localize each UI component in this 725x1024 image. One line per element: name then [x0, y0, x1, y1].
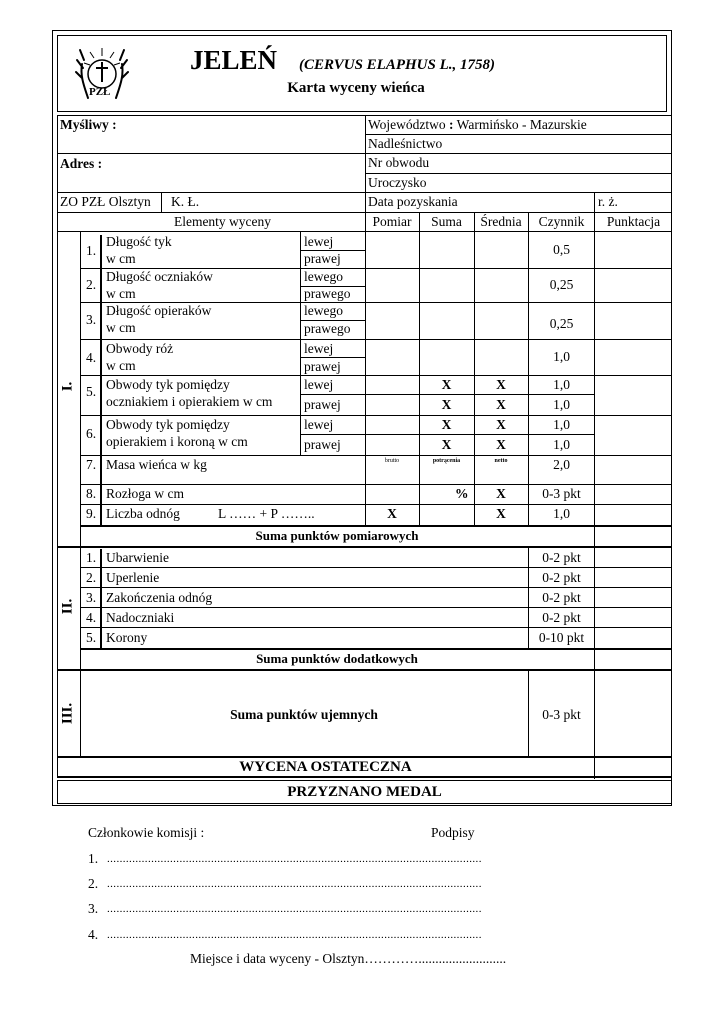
- row-1-label-1: Długość tyk: [106, 234, 172, 249]
- row-6-avg-x-2: X: [496, 437, 506, 452]
- row-3-no: 3.: [86, 312, 97, 327]
- logo-text: PZŁ: [89, 86, 111, 98]
- row-6-side-2: prawej: [304, 437, 341, 452]
- row-6-label-2: opierakiem i koroną w cm: [106, 434, 248, 449]
- s2-row-1-no: 1.: [86, 550, 97, 565]
- row-4-side-1: lewej: [304, 341, 334, 356]
- s2-row-1-label: Ubarwienie: [106, 550, 169, 565]
- voivodeship-label: Województwo : Warmińsko - Mazurskie: [368, 117, 587, 132]
- col-score: Punktacja: [606, 214, 661, 229]
- row-4-side-2: prawej: [304, 359, 341, 374]
- latin-name: (CERVUS ELAPHUS L., 1758): [299, 57, 496, 73]
- rz-label: r. ż.: [598, 194, 618, 209]
- row-5-factor-1: 1,0: [553, 377, 570, 392]
- sum-additional-label: Suma punktów dodatkowych: [256, 651, 418, 666]
- sig-4-dots[interactable]: .......................................................................................................................: [107, 929, 482, 941]
- row-2-label-1: Długość oczniaków: [106, 269, 213, 284]
- row-6-factor-2: 1,0: [553, 437, 570, 452]
- row-3-side-1: lewego: [304, 303, 343, 318]
- tines-avg-x: X: [496, 506, 506, 521]
- row-6-avg-x-1: X: [496, 417, 506, 432]
- row-5-avg-x-2: X: [496, 397, 506, 412]
- header-box: [57, 35, 667, 112]
- row-9-label: Liczba odnóg: [106, 506, 180, 521]
- row-6-sum-x-1: X: [441, 417, 452, 432]
- row-5-label-1: Obwody tyk pomiędzy: [106, 377, 230, 392]
- row-5-side-1: lewej: [304, 377, 334, 392]
- row-5-sum-x-1: X: [441, 377, 452, 392]
- row-1-no: 1.: [86, 243, 97, 258]
- row-7-no: 7.: [86, 457, 97, 472]
- sig-3-no: 3.: [88, 901, 99, 916]
- sig-1-no: 1.: [88, 851, 99, 866]
- signatures-label: Podpisy: [431, 825, 475, 840]
- row-5-label-2: oczniakiem i opierakiem w cm: [106, 394, 273, 409]
- row-2-factor: 0,25: [549, 277, 574, 292]
- row-7-label: Masa wieńca w kg: [106, 457, 207, 472]
- row-5-side-2: prawej: [304, 397, 341, 412]
- row-2-side-2: prawego: [304, 286, 351, 301]
- row-2-side-1: lewego: [304, 269, 343, 284]
- s2-row-4-no: 4.: [86, 610, 97, 625]
- row-4-label-2: w cm: [106, 358, 136, 373]
- col-measure: Pomiar: [372, 214, 412, 229]
- row-8-label: Rozłoga w cm: [106, 486, 184, 501]
- row-9-factor: 1,0: [553, 506, 570, 521]
- row-3-factor: 0,25: [549, 316, 574, 331]
- sig-4-no: 4.: [88, 927, 99, 942]
- sum-measured-label: Suma punktów pomiarowych: [255, 528, 419, 543]
- subtitle: Karta wyceny wieńca: [287, 80, 425, 96]
- mass-netto: netto: [494, 458, 508, 464]
- area-label: Uroczysko: [368, 175, 427, 190]
- col-sum: Suma: [431, 214, 462, 229]
- forestry-label: Nadleśnictwo: [368, 136, 443, 151]
- s2-row-2-no: 2.: [86, 570, 97, 585]
- s2-row-4-label: Nadoczniaki: [106, 610, 175, 625]
- district-label: Nr obwodu: [368, 155, 430, 170]
- date-label: Data pozyskania: [368, 194, 458, 209]
- tines-measure-x: X: [387, 506, 397, 521]
- address-label: Adres :: [60, 156, 103, 171]
- place-date[interactable]: Miejsce i data wyceny - Olsztyn…………..........................: [190, 951, 507, 966]
- section-2-roman: II.: [59, 598, 76, 615]
- row-1-label-2: w cm: [106, 251, 136, 266]
- tines-lp: L …… + P ……..: [218, 506, 315, 521]
- s2-row-5-label: Korony: [106, 630, 148, 645]
- s3-factor: 0-3 pkt: [542, 707, 581, 722]
- section-3-roman: III.: [59, 702, 76, 725]
- row-5-no: 5.: [86, 384, 97, 399]
- spread-avg-x: X: [496, 486, 506, 501]
- s2-row-2-factor: 0-2 pkt: [542, 570, 581, 585]
- page-title: JELEŃ: [190, 45, 278, 75]
- row-6-label-1: Obwody tyk pomiędzy: [106, 417, 230, 432]
- row-1-factor: 0,5: [553, 242, 570, 257]
- row-8-no: 8.: [86, 486, 97, 501]
- row-6-side-1: lewej: [304, 417, 334, 432]
- row-2-label-2: w cm: [106, 286, 136, 301]
- medal-label: PRZYZNANO MEDAL: [287, 784, 442, 800]
- row-5-factor-2: 1,0: [553, 397, 570, 412]
- col-factor: Czynnik: [538, 214, 585, 229]
- row-4-factor: 1,0: [553, 349, 570, 364]
- sum-negative-label: Suma punktów ujemnych: [230, 707, 378, 722]
- row-3-label-1: Długość opieraków: [106, 303, 212, 318]
- row-4-label-1: Obwody róż: [106, 341, 174, 356]
- row-8-factor: 0-3 pkt: [542, 486, 581, 501]
- sig-3-dots[interactable]: .......................................................................................................................: [107, 903, 482, 915]
- row-3-label-2: w cm: [106, 320, 136, 335]
- committee-label: Członkowie komisji :: [88, 825, 205, 840]
- row-5-avg-x-1: X: [496, 377, 506, 392]
- section-1-roman: I.: [59, 381, 76, 392]
- s2-row-3-no: 3.: [86, 590, 97, 605]
- col-average: Średnia: [480, 214, 522, 229]
- mass-potracenia: potrącenia: [432, 458, 461, 464]
- s2-row-3-factor: 0-2 pkt: [542, 590, 581, 605]
- row-7-factor: 2,0: [553, 457, 570, 472]
- row-1-side-2: prawej: [304, 251, 341, 266]
- s2-row-2-label: Uperlenie: [106, 570, 160, 585]
- row-6-factor-1: 1,0: [553, 417, 570, 432]
- row-6-no: 6.: [86, 426, 97, 441]
- row-6-sum-x-2: X: [441, 437, 452, 452]
- mass-brutto: brutto: [384, 458, 400, 464]
- sig-1-dots[interactable]: .......................................................................................................................: [107, 853, 482, 865]
- final-valuation: WYCENA OSTATECZNA: [239, 759, 412, 775]
- s2-row-3-label: Zakończenia odnóg: [106, 590, 213, 605]
- row-4-no: 4.: [86, 350, 97, 365]
- kl-label: K. Ł.: [171, 194, 200, 209]
- club-label: ZO PZŁ Olsztyn: [60, 194, 151, 209]
- row-3-side-2: prawego: [304, 321, 351, 336]
- s2-row-5-no: 5.: [86, 630, 97, 645]
- hunter-label: Myśliwy :: [60, 117, 117, 132]
- row-2-no: 2.: [86, 277, 97, 292]
- row-1-side-1: lewej: [304, 234, 334, 249]
- spread-percent: %: [455, 486, 469, 501]
- sig-2-dots[interactable]: .......................................................................................................................: [107, 878, 482, 890]
- s2-row-5-factor: 0-10 pkt: [538, 630, 585, 645]
- pzl-logo: [74, 38, 130, 110]
- s2-row-4-factor: 0-2 pkt: [542, 610, 581, 625]
- col-elements: Elementy wyceny: [173, 214, 272, 229]
- s2-row-1-factor: 0-2 pkt: [542, 550, 581, 565]
- sig-2-no: 2.: [88, 876, 99, 891]
- row-9-no: 9.: [86, 506, 97, 521]
- row-5-sum-x-2: X: [441, 397, 452, 412]
